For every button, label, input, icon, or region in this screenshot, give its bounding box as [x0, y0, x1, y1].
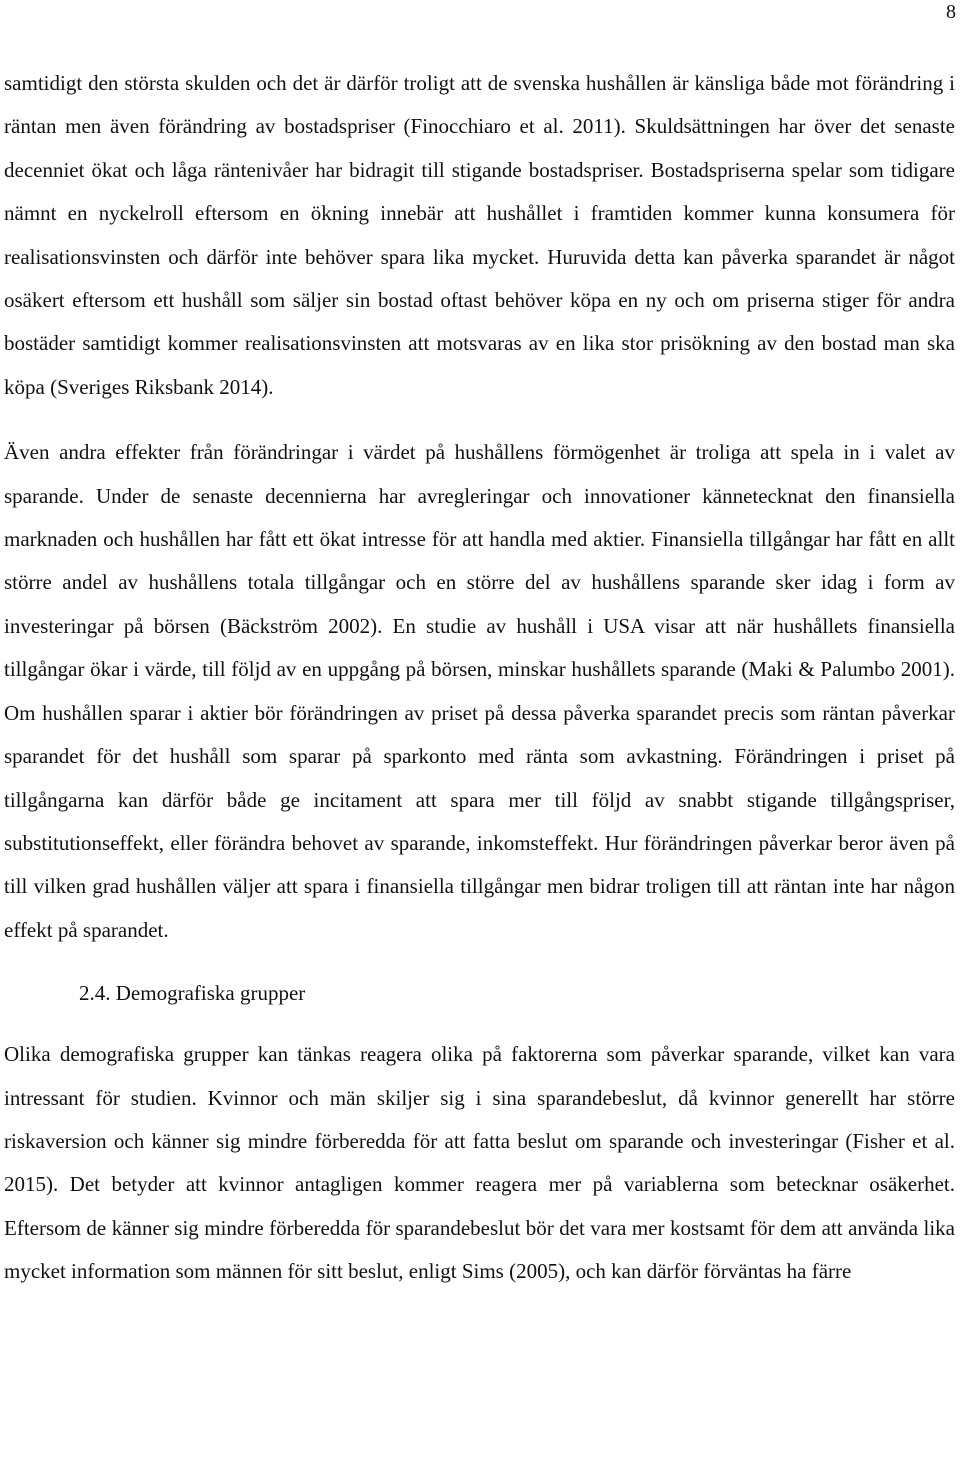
document-body [4, 62, 955, 1294]
paragraph-housing-prices: samtidigt den största skulden och det är därför troligt att de svenska hushållen är känsliga både mot förändring i räntan men även förändring av bostadspriser (Finocchiaro et al. 2011). Skuldsättningen har över det senaste decenniet ökat och låga räntenivåer har bidragit till stigande bostadspriser. Bostadspriserna spelar som tidigare nämnt en nyckelroll eftersom en ökning innebär att hushållet i framtiden kommer kunna konsumera för realisationsvinsten och därför inte behöver spara lika mycket. Huruvida detta kan påverka sparandet är något osäkert eftersom ett hushåll som säljer sin bostad oftast behöver köpa en ny och om priserna stiger för andra bostäder samtidigt kommer realisationsvinsten att motsvaras av en lika stor prisökning av den bostad man ska köpa (Sveriges Riksbank 2014). [4, 71, 955, 399]
paragraph-demographic-groups: Olika demografiska grupper kan tänkas reagera olika på faktorerna som påverkar sparande, vilket kan vara intressant för studien. Kvinnor och män skiljer sig i sina sparandebeslut, då kvinnor generellt har större riskaversion och känner sig mindre förberedda för att fatta beslut om sparande och investeringar (Fisher et al. 2015). Det betyder att kvinnor antagligen kommer reagera mer på variablerna som betecknar osäkerhet. Eftersom de känner sig mindre förberedda för sparandebeslut bör det vara mer kostsamt för dem att använda lika mycket information som männen för sitt beslut, enligt Sims (2005), och kan därför förväntas ha färre [4, 1042, 955, 1284]
section-heading: 2.4. Demografiska grupper [79, 981, 306, 1006]
page-number: 8 [946, 1, 956, 23]
paragraph-wealth-effects: Även andra effekter från förändringar i värdet på hushållens förmögenhet är troliga att spela in i valet av sparande. Under de senaste decennierna har avregleringar och innovationer kännetecknat den finansiella marknaden och hushållen har fått ett ökat intresse för att handla med aktier. Finansiella tillgångar har fått en allt större andel av hushållens totala tillgångar och en större del av hushållens sparande sker idag i form av investeringar på börsen (Bäckström 2002). En studie av hushåll i USA visar att när hushållets finansiella tillgångar ökar i värde, till följd av en uppgång på börsen, minskar hushållets sparande (Maki & Palumbo 2001). Om hushållen sparar i aktier bör förändringen av priset på dessa påverka sparandet precis som räntan påverkar sparandet för det hushåll som sparar på sparkonto med ränta som avkastning. Förändringen i priset på tillgångarna kan därför både ge incitament att spara mer till följd av snabbt stigande tillgångspriser, substitutionseffekt, eller förändra behovet av sparande, inkomsteffekt. Hur förändringen påverkar beror även på till vilken grad hushållen väljer att spara i finansiella tillgångar men bidrar troligen till att räntan inte har någon effekt på sparandet. [4, 440, 955, 942]
